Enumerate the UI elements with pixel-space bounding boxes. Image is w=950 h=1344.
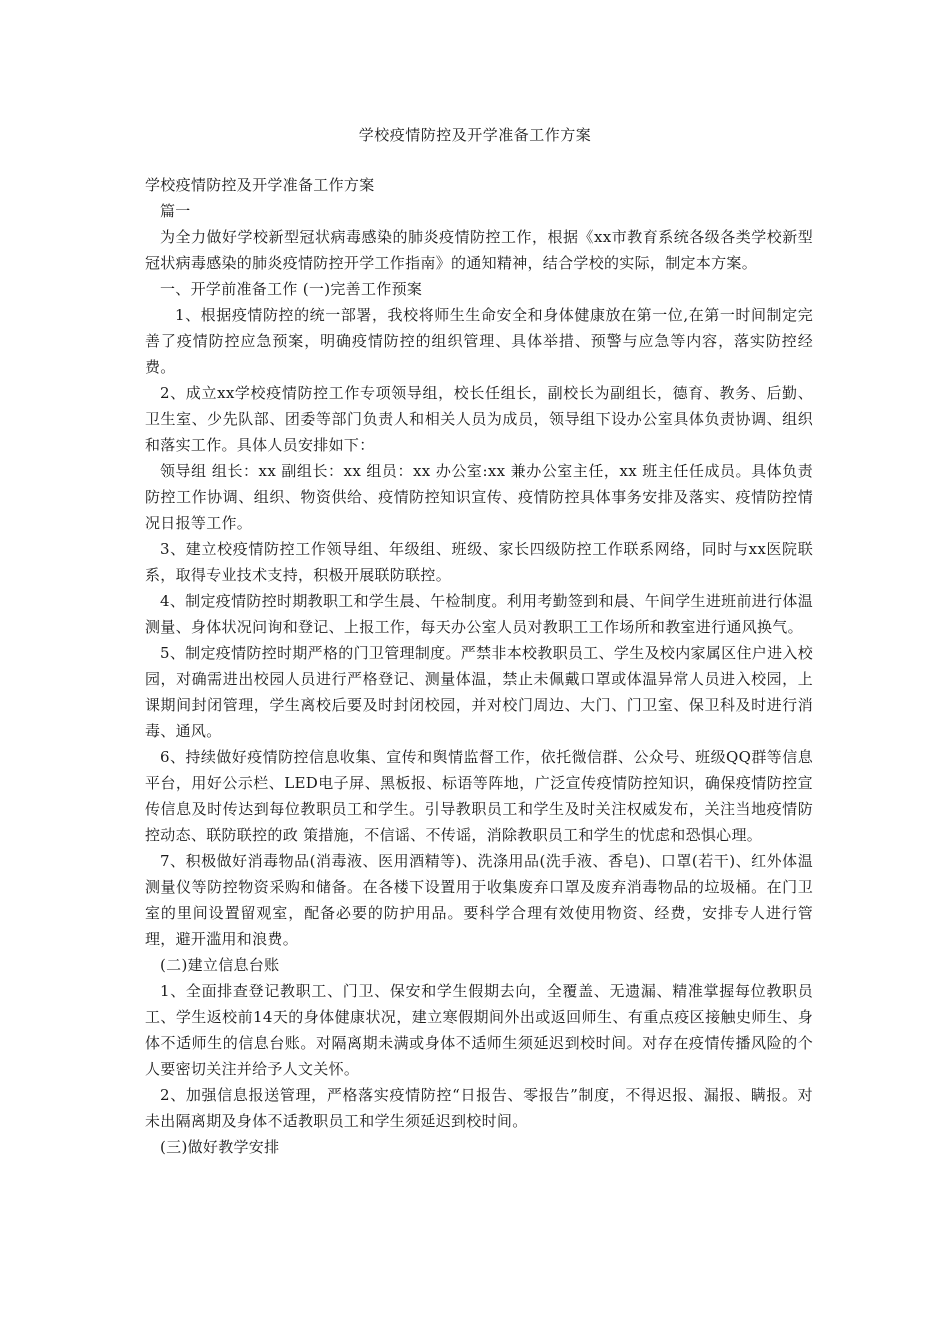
intro-paragraph: 为全力做好学校新型冠状病毒感染的肺炎疫情防控工作，根据《xx市教育系统各级各类学校新型冠状病毒感染的肺炎疫情防控开学工作指南》的通知精神，结合学校的实际，制定本方案。 [145, 228, 813, 272]
document-body [145, 172, 813, 1160]
section-label: 篇一 [160, 202, 191, 220]
paragraph-ledger-2: 2、加强信息报送管理，严格落实疫情防控“日报告、零报告”制度，不得迟报、漏报、瞒报。对未出隔离期及身体不适教职员工和学生须延迟到校时间。 [145, 1086, 813, 1130]
paragraph-item-4: 4、制定疫情防控时期教职工和学生晨、午检制度。利用考勤签到和晨、午间学生进班前进行体温测量、身体状况问询和登记、上报工作，每天办公室人员对教职工工作场所和教室进行通风换气。 [145, 592, 813, 636]
paragraph-leadership: 领导组 组长：xx 副组长：xx 组员：xx 办公室:xx 兼办公室主任，xx 班主任任成员。具体负责防控工作协调、组织、物资供给、疫情防控知识宣传、疫情防控具体事务安排及落实、疫情防控情况日报等工作。 [145, 462, 813, 532]
paragraph-item-6: 6、持续做好疫情防控信息收集、宣传和舆情监督工作，依托微信群、公众号、班级QQ群等信息平台，用好公示栏、LED电子屏、黑板报、标语等阵地，广泛宣传疫情防控知识，确保疫情防控宣传信息及时传达到每位教职员工和学生。引导教职员工和学生及时关注权威发布，关注当地疫情防控动态、联防联控的政 策措施，不信谣、不传谣，消除教职员工和学生的忧虑和恐惧心理。 [145, 748, 813, 844]
paragraph-item-7: 7、积极做好消毒物品(消毒液、医用酒精等)、洗涤用品(洗手液、香皂)、口罩(若干)、红外体温测量仪等防控物资采购和储备。在各楼下设置用于收集废弃口罩及废弃消毒物品的垃圾桶。在门卫室的里间设置留观室，配备必要的防护用品。要科学合理有效使用物资、经费，安排专人进行管理，避开滥用和浪费。 [145, 852, 813, 948]
paragraph-item-3: 3、建立校疫情防控工作领导组、年级组、班级、家长四级防控工作联系网络，同时与xx医院联系，取得专业技术支持，积极开展联防联控。 [145, 540, 813, 584]
section-heading-2: (二)建立信息台账 [160, 956, 280, 974]
paragraph-item-1: 1、根据疫情防控的统一部署，我校将师生生命安全和身体健康放在第一位,在第一时间制定完善了疫情防控应急预案，明确疫情防控的组织管理、具体举措、预警与应急等内容，落实防控经费。 [145, 306, 813, 376]
document-title: 学校疫情防控及开学准备工作方案 [358, 126, 592, 144]
body-heading: 学校疫情防控及开学准备工作方案 [145, 176, 375, 194]
section-heading-3: (三)做好教学安排 [160, 1138, 280, 1156]
paragraph-item-5: 5、制定疫情防控时期严格的门卫管理制度。严禁非本校教职员工、学生及校内家属区住户进入校园，对确需进出校园人员进行严格登记、测量体温，禁止未佩戴口罩或体温异常人员进入校园，上课期间封闭管理，学生离校后要及时封闭校园，并对校门周边、大门、门卫室、保卫科及时进行消毒、通风。 [145, 644, 813, 740]
paragraph-item-2: 2、成立xx学校疫情防控工作专项领导组，校长任组长，副校长为副组长，德育、教务、后勤、卫生室、少先队部、团委等部门负责人和相关人员为成员，领导组下设办公室具体负责协调、组织和落实工作。具体人员安排如下： [145, 384, 813, 454]
paragraph-ledger-1: 1、全面排查登记教职工、门卫、保安和学生假期去向，全覆盖、无遗漏、精准掌握每位教职员工、学生返校前14天的身体健康状况，建立寒假期间外出或返回师生、有重点疫区接触史师生、身体不适师生的信息台账。对隔离期未满或身体不适师生须延迟到校时间。对存在疫情传播风险的个人要密切关注并给予人文关怀。 [145, 982, 813, 1078]
section-heading-1: 一、开学前准备工作 (一)完善工作预案 [160, 280, 423, 298]
